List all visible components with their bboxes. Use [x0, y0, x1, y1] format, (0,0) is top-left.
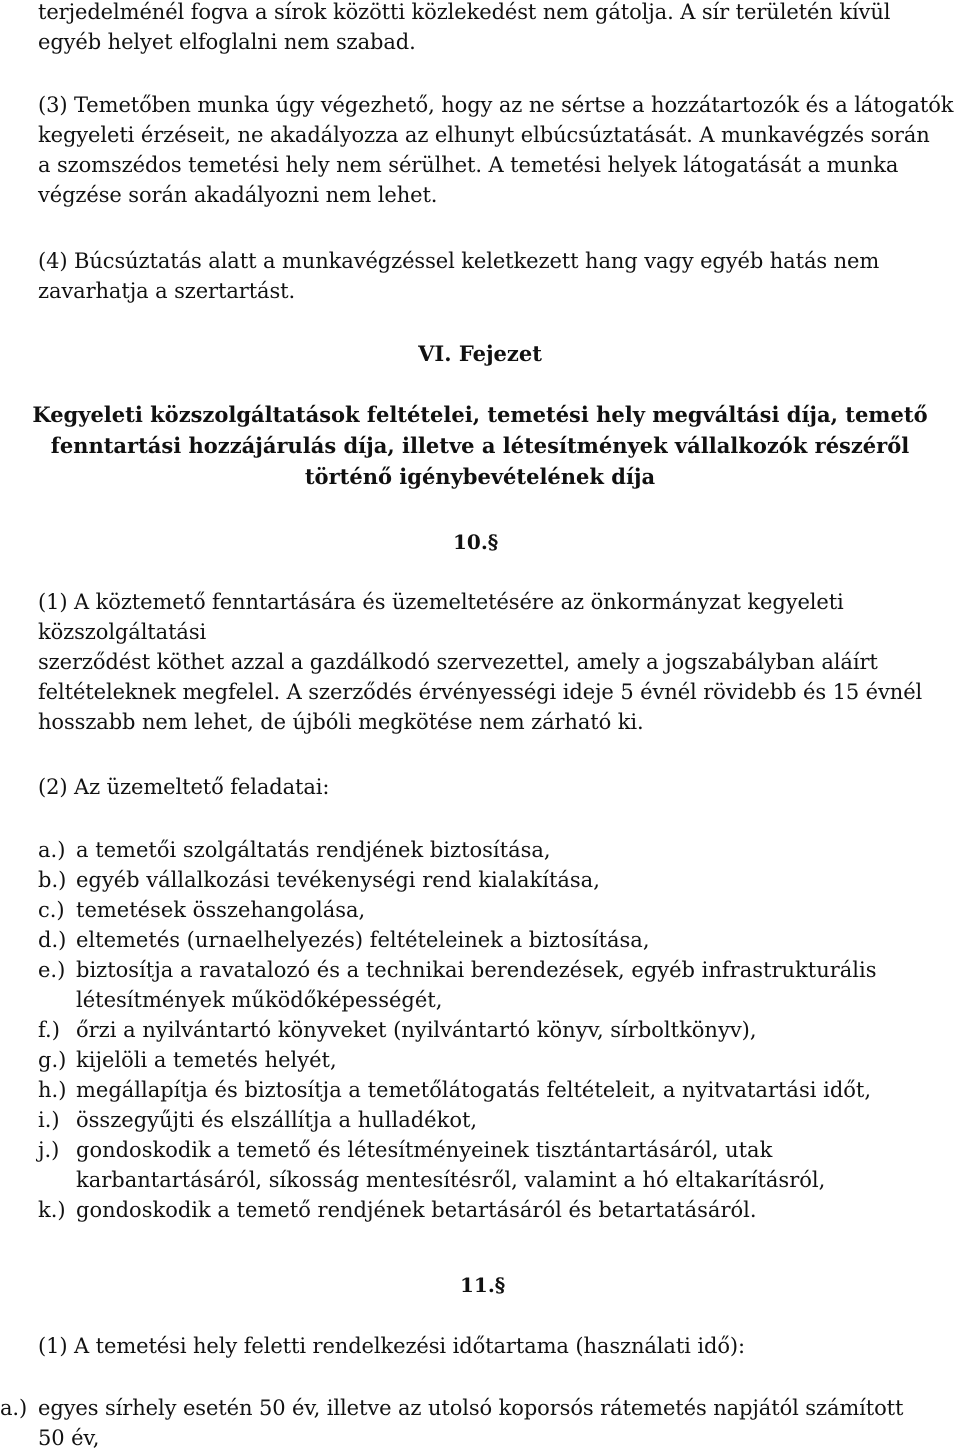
list-item-text: eltemetés (urnaelhelyezés) feltételeinek a biztosítása,: [76, 928, 650, 952]
list-marker: b.): [38, 868, 67, 892]
paragraph-4: [38, 246, 938, 306]
list-item-text: temetések összehangolása,: [76, 898, 366, 922]
chapter-number: VI. Fejezet: [418, 341, 542, 366]
chapter-title: [0, 399, 960, 492]
text-line: hosszabb nem lehet, de újbóli megkötése nem zárható ki.: [38, 710, 644, 734]
list-item-text: gondoskodik a temető és létesítményeinek tisztántartásáról, utak: [76, 1138, 773, 1162]
list-item-text: őrzi a nyilvántartó könyveket (nyilvántartó könyv, sírboltkönyv),: [76, 1018, 757, 1042]
list-item-text: biztosítja a ravatalozó és a technikai berendezések, egyéb infrastrukturális: [76, 958, 877, 982]
list-item: [38, 1135, 938, 1195]
text-line: terjedelménél fogva a sírok közötti közlekedést nem gátolja. A sír területén kívül: [38, 0, 891, 24]
operator-tasks-list: [38, 835, 938, 1225]
list-marker: i.): [38, 1108, 60, 1132]
section-10-paragraph-1: [38, 587, 938, 737]
text-line: a szomszédos temetési hely nem sérülhet. A temetési helyek látogatását a munka: [38, 153, 899, 177]
text-line: (3) Temetőben munka úgy végezhető, hogy az ne sértse a hozzátartozók és a látogatók: [38, 93, 954, 117]
list-item: [38, 865, 938, 895]
text-line: közszolgáltatási: [38, 620, 207, 644]
list-marker: c.): [38, 898, 65, 922]
section-11-paragraph-1: (1) A temetési hely feletti rendelkezési időtartama (használati idő):: [38, 1334, 745, 1358]
paragraph-continued: [38, 0, 938, 57]
list-item-text: egyes sírhely esetén 50 év, illetve az utolsó koporsós rátemetés napjától számított: [38, 1396, 904, 1420]
list-marker: h.): [38, 1078, 67, 1102]
list-marker: k.): [38, 1198, 66, 1222]
text-line: szerződést köthet azzal a gazdálkodó szervezettel, amely a jogszabályban aláírt: [38, 650, 878, 674]
list-item: [38, 925, 938, 955]
list-marker: a.): [0, 1396, 28, 1420]
list-item-text: kijelöli a temetés helyét,: [76, 1048, 337, 1072]
list-item-text: egyéb vállalkozási tevékenységi rend kialakítása,: [76, 868, 600, 892]
chapter-title-line: történő igénybevételének díja: [304, 464, 656, 489]
paragraph-3: [38, 90, 954, 210]
list-item: [38, 895, 938, 925]
text-line: feltételeknek megfelel. A szerződés érvényességi ideje 5 évnél rövidebb és 15 évnél: [38, 680, 923, 704]
list-item-continuation: létesítmények működőképességét,: [76, 988, 443, 1012]
text-line: (4) Búcsúztatás alatt a munkavégzéssel keletkezett hang vagy egyéb hatás nem: [38, 249, 880, 273]
list-item: [38, 955, 938, 1015]
text-line: (1) A köztemető fenntartására és üzemeltetésére az önkormányzat kegyeleti: [38, 590, 844, 614]
list-item: [38, 1105, 938, 1135]
text-line: kegyeleti érzéseit, ne akadályozza az elhunyt elbúcsúztatását. A munkavégzés során: [38, 123, 930, 147]
list-item-text: összegyűjti és elszállítja a hulladékot,: [76, 1108, 478, 1132]
list-item-text: gondoskodik a temető rendjének betartásáról és betartatásáról.: [76, 1198, 757, 1222]
list-item: [38, 835, 938, 865]
list-marker: f.): [38, 1018, 60, 1042]
text-line: 50 év,: [38, 1426, 100, 1450]
section-10-paragraph-2: (2) Az üzemeltető feladatai:: [38, 775, 330, 799]
list-marker: j.): [38, 1138, 60, 1162]
chapter-title-line: Kegyeleti közszolgáltatások feltételei, temetési hely megváltási díja, temető: [32, 402, 928, 427]
list-marker: d.): [38, 928, 67, 952]
text-line: [0, 1393, 950, 1423]
list-item: [38, 1195, 938, 1225]
list-item: [38, 1045, 938, 1075]
list-item: [38, 1075, 938, 1105]
text-line: zavarhatja a szertartást.: [38, 279, 296, 303]
list-item-text: a temetői szolgáltatás rendjének biztosítása,: [76, 838, 551, 862]
text-line: végzése során akadályozni nem lehet.: [38, 183, 438, 207]
section-11-item-a: [0, 1393, 950, 1453]
list-item-text: megállapítja és biztosítja a temetőlátogatás feltételeit, a nyitvatartási időt,: [76, 1078, 872, 1102]
list-marker: a.): [38, 838, 66, 862]
section-10-heading: 10.§: [453, 530, 499, 554]
list-marker: e.): [38, 958, 66, 982]
text-line: egyéb helyet elfoglalni nem szabad.: [38, 30, 416, 54]
chapter-title-line: fenntartási hozzájárulás díja, illetve a létesítmények vállalkozók részéről: [50, 433, 910, 458]
list-item-continuation: karbantartásáról, síkosság mentesítésről, valamint a hó eltakarításról,: [76, 1168, 826, 1192]
section-11-heading: 11.§: [460, 1273, 506, 1297]
list-item: [38, 1015, 938, 1045]
list-marker: g.): [38, 1048, 67, 1072]
